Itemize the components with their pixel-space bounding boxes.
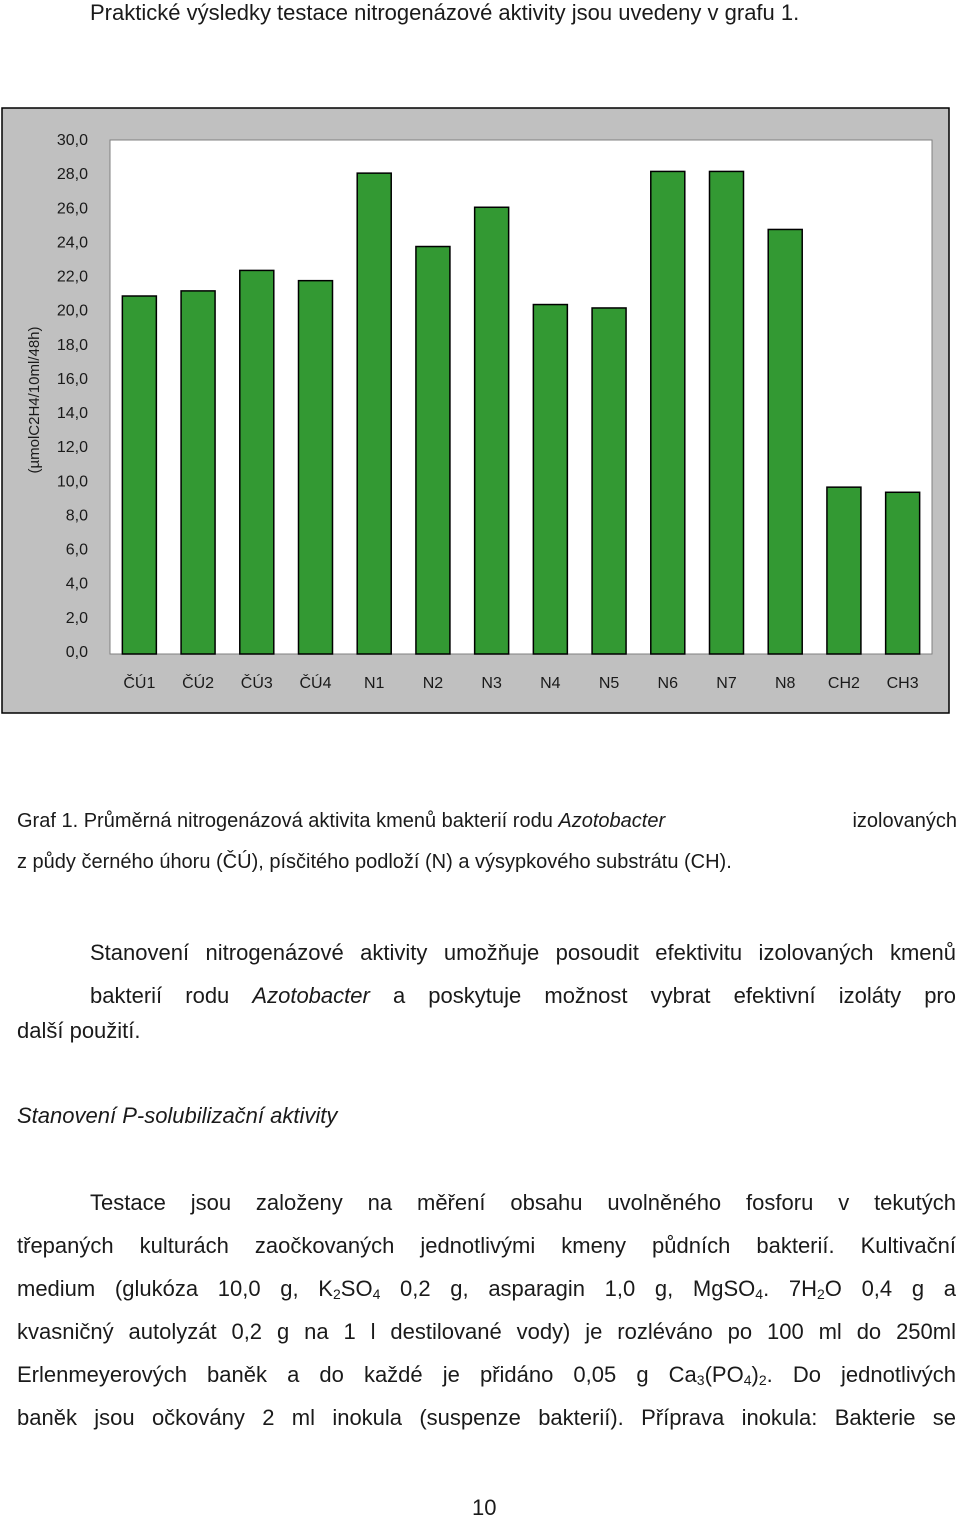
paragraph2-line-4: kvasničný autolyzát 0,2 g na 1 l destilované vody) je rozléváno po 100 ml do 250ml [17, 1319, 956, 1344]
bar-ČÚ1 [122, 296, 156, 654]
bar-chart [0, 0, 960, 760]
paragraph2-line-1: Testace jsou založeny na měření obsahu uvolněného fosforu v tekutých [90, 1190, 956, 1215]
text-run: ) [751, 1362, 759, 1387]
paragraph2-line-5 [17, 1362, 956, 1388]
paragraph-text: a poskytuje možnost vybrat efektivní izoláty pro [369, 983, 956, 1008]
y-tick-label: 20,0 [56, 302, 88, 320]
x-tick-label: N8 [774, 675, 796, 692]
intro-sentence: Praktické výsledky testace nitrogenázové aktivity jsou uvedeny v grafu 1. [90, 0, 800, 25]
y-tick-label: 22,0 [56, 268, 88, 286]
x-tick-label: N2 [422, 675, 444, 692]
bar-N5 [592, 308, 626, 654]
x-tick-label: ČÚ3 [240, 675, 273, 692]
y-tick-label: 16,0 [56, 370, 88, 388]
text-run: O 0,4 g a [824, 1276, 956, 1301]
figure-caption-line-1 [17, 808, 957, 834]
bar-N7 [710, 171, 744, 654]
y-tick-label: 10,0 [56, 473, 88, 491]
bar-ČÚ3 [240, 270, 274, 654]
paragraph-nitrogenase [17, 931, 956, 1017]
bar-N3 [475, 207, 509, 654]
y-tick-label: 12,0 [56, 439, 88, 457]
x-tick-label: CH2 [827, 675, 860, 692]
paragraph2-line-6: baněk jsou očkovány 2 ml inokula (suspenze bakterií). Příprava inokula: Bakterie se [17, 1405, 956, 1430]
subscript: 4 [755, 1286, 764, 1302]
bar-N6 [651, 171, 685, 654]
x-tick-label: N7 [716, 675, 737, 692]
subscript: 3 [696, 1372, 705, 1388]
subscript: 2 [332, 1286, 341, 1302]
y-tick-label: 28,0 [56, 166, 88, 184]
paragraph2-line-2: třepaných kulturách zaočkovaných jednotlivými kmeny půdních bakterií. Kultivační [17, 1233, 956, 1258]
y-tick-label: 14,0 [56, 405, 88, 423]
x-tick-label: ČÚ2 [182, 675, 215, 692]
y-tick-label: 0,0 [65, 644, 88, 661]
x-tick-label: N4 [540, 675, 561, 692]
y-tick-label: 4,0 [65, 575, 88, 593]
y-axis-label: (µmolC2H4/10ml/48h) [26, 326, 43, 474]
caption-genus: Azotobacter [558, 810, 666, 832]
bar-N4 [533, 305, 567, 654]
text-run: 0,2 g, asparagin 1,0 g, MgSO [380, 1276, 756, 1301]
y-tick-label: 8,0 [65, 507, 88, 525]
text-run: (PO [704, 1362, 744, 1387]
y-tick-label: 26,0 [56, 200, 88, 218]
bar-N1 [357, 173, 391, 654]
subscript: 4 [743, 1372, 752, 1388]
bar-CH3 [886, 492, 920, 654]
text-run: medium (glukóza 10,0 g, K [17, 1276, 333, 1301]
caption-text: Graf 1. Průměrná nitrogenázová aktivita kmenů bakterií rodu [17, 810, 559, 832]
caption-text-right: izolovaných [852, 810, 957, 832]
bar-ČÚ2 [181, 291, 215, 654]
y-tick-label: 30,0 [56, 132, 88, 149]
x-tick-label: N6 [657, 675, 679, 692]
text-run: . Do jednotlivých [766, 1362, 956, 1387]
bar-N8 [768, 229, 802, 654]
section-heading: Stanovení P-solubilizační aktivity [17, 1103, 338, 1128]
x-tick-label: N1 [363, 675, 385, 692]
bar-ČÚ4 [299, 281, 333, 654]
paragraph-text: Stanovení nitrogenázové aktivity umožňuje posoudit efektivitu izolovaných kmenů bakterií rodu [90, 940, 956, 1008]
x-tick-label: CH3 [886, 675, 919, 692]
x-tick-label: N5 [598, 675, 620, 692]
x-tick-label: N3 [481, 675, 502, 692]
text-run: . 7H [763, 1276, 817, 1301]
y-tick-label: 6,0 [65, 541, 88, 559]
bar-CH2 [827, 487, 861, 654]
paragraph-nitrogenase-end: další použití. [17, 1018, 141, 1043]
figure-caption-line-2: z půdy černého úhoru (ČÚ), písčitého podloží (N) a výsypkového substrátu (CH). [17, 851, 732, 873]
text-run: Erlenmeyerových baněk a do každé je přidáno 0,05 g Ca [17, 1362, 697, 1387]
subscript: 2 [758, 1372, 767, 1388]
text-run: SO [340, 1276, 373, 1301]
bar-N2 [416, 247, 450, 654]
y-tick-label: 18,0 [56, 336, 88, 354]
y-tick-label: 2,0 [65, 609, 88, 627]
x-tick-label: ČÚ4 [299, 675, 332, 692]
subscript: 2 [816, 1286, 825, 1302]
plot-area [110, 140, 932, 654]
x-tick-label: ČÚ1 [123, 675, 156, 692]
paragraph2-line-3 [17, 1276, 956, 1302]
paragraph-genus: Azotobacter [252, 983, 370, 1008]
subscript: 4 [372, 1286, 381, 1302]
page-number: 10 [472, 1495, 497, 1520]
y-tick-label: 24,0 [56, 234, 88, 252]
